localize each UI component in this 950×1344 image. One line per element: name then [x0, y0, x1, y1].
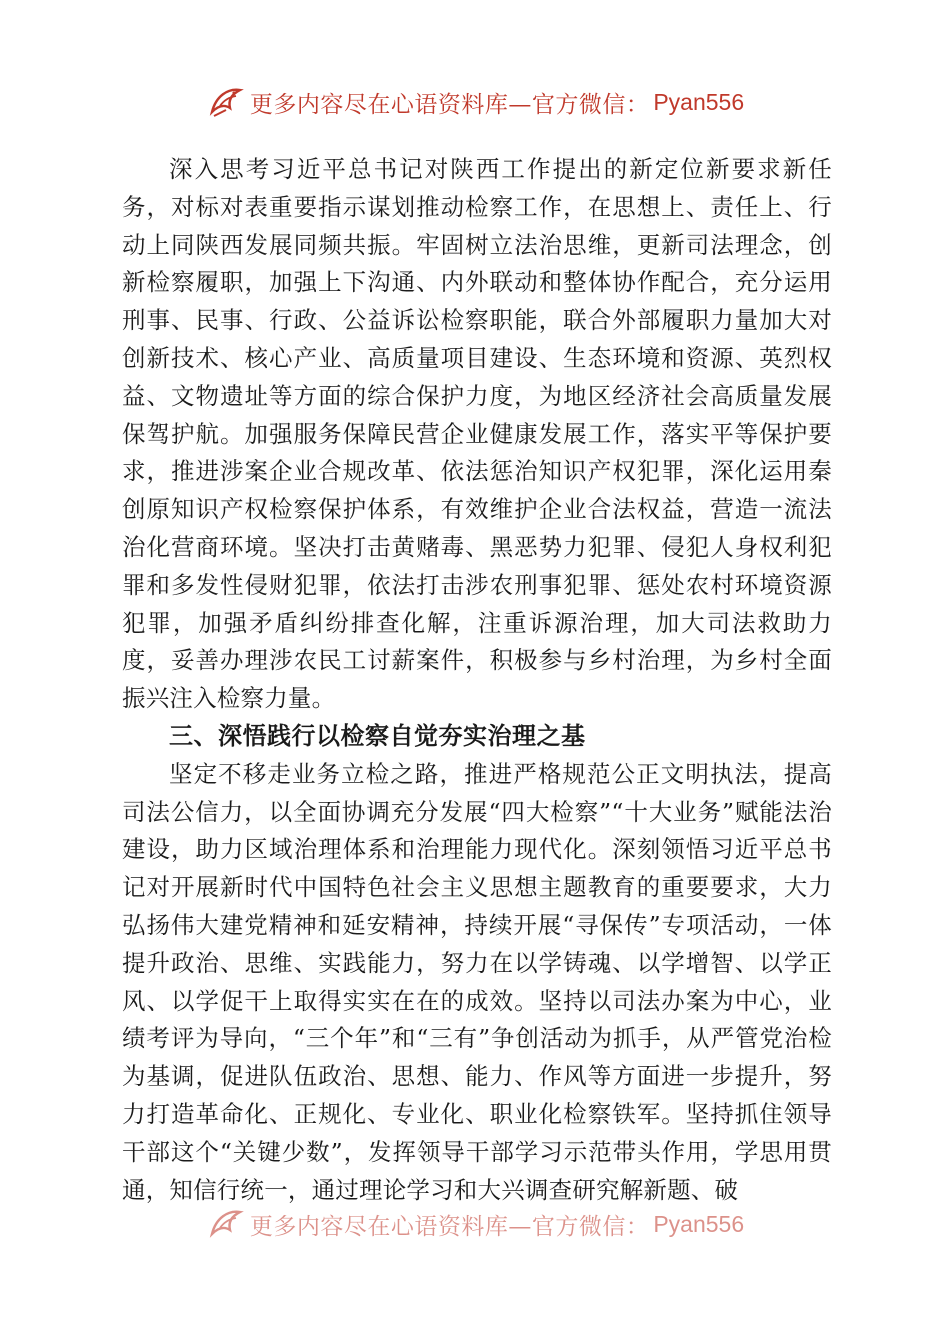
dove-logo-icon [206, 1204, 246, 1244]
banner-wechat-id: Pyan556 [653, 88, 745, 115]
document-body [122, 151, 832, 1209]
footer-banner [0, 1202, 950, 1246]
section-heading-3: 三、深悟践行以检察自觉夯实治理之基 [169, 721, 586, 750]
paragraph-1: 深入思考习近平总书记对陕西工作提出的新定位新要求新任务，对标对表重要指示谋划推动检察工作，在思想上、责任上、行动上同陕西发展同频共振。牢固树立法治思维，更新司法理念，创新检察履职，加强上下沟通、内外联动和整体协作配合，充分运用刑事、民事、行政、公益诉讼检察职能，联合外部履职力量加大对创新技术、核心产业、高质量项目建设、生态环境和资源、英烈权益、文物遗址等方面的综合保护力度，为地区经济社会高质量发展保驾护航。加强服务保障民营企业健康发展工作，落实平等保护要求，推进涉案企业合规改革、依法惩治知识产权犯罪，深化运用秦创原知识产权检察保护体系，有效维护企业合法权益，营造一流法治化营商环境。坚决打击黄赌毒、黑恶势力犯罪、侵犯人身权利犯罪和多发性侵财犯罪，依法打击涉农刑事犯罪、惩处农村环境资源犯罪，加强矛盾纠纷排查化解，注重诉源治理，加大司法救助力度，妥善办理涉农民工讨薪案件，积极参与乡村治理，为乡村全面振兴注入检察力量。 [122, 155, 832, 713]
footer-banner-text: 更多内容尽在心语资料库—官方微信： [249, 1213, 650, 1240]
dove-logo-icon [206, 82, 246, 122]
banner-text: 更多内容尽在心语资料库—官方微信： [249, 91, 650, 118]
footer-banner-wechat-id: Pyan556 [653, 1210, 745, 1237]
header-banner [0, 80, 950, 124]
paragraph-2: 坚定不移走业务立检之路，推进严格规范公正文明执法，提高司法公信力，以全面协调充分发展“四大检察”“十大业务”赋能法治建设，助力区域治理体系和治理能力现代化。深刻领悟习近平总书记对开展新时代中国特色社会主义思想主题教育的重要要求，大力弘扬伟大建党精神和延安精神，持续开展“寻保传”专项活动，一体提升政治、思维、实践能力，努力在以学铸魂、以学增智、以学正风、以学促干上取得实实在在的成效。坚持以司法办案为中心，业绩考评为导向，“三个年”和“三有”争创活动为抓手，从严管党治检为基调，促进队伍政治、思想、能力、作风等方面进一步提升，努力打造革命化、正规化、专业化、职业化检察铁军。坚持抓住领导干部这个“关键少数”，发挥领导干部学习示范带头作用，学思用贯通，知信行统一，通过理论学习和大兴调查研究解新题、破 [122, 759, 832, 1204]
